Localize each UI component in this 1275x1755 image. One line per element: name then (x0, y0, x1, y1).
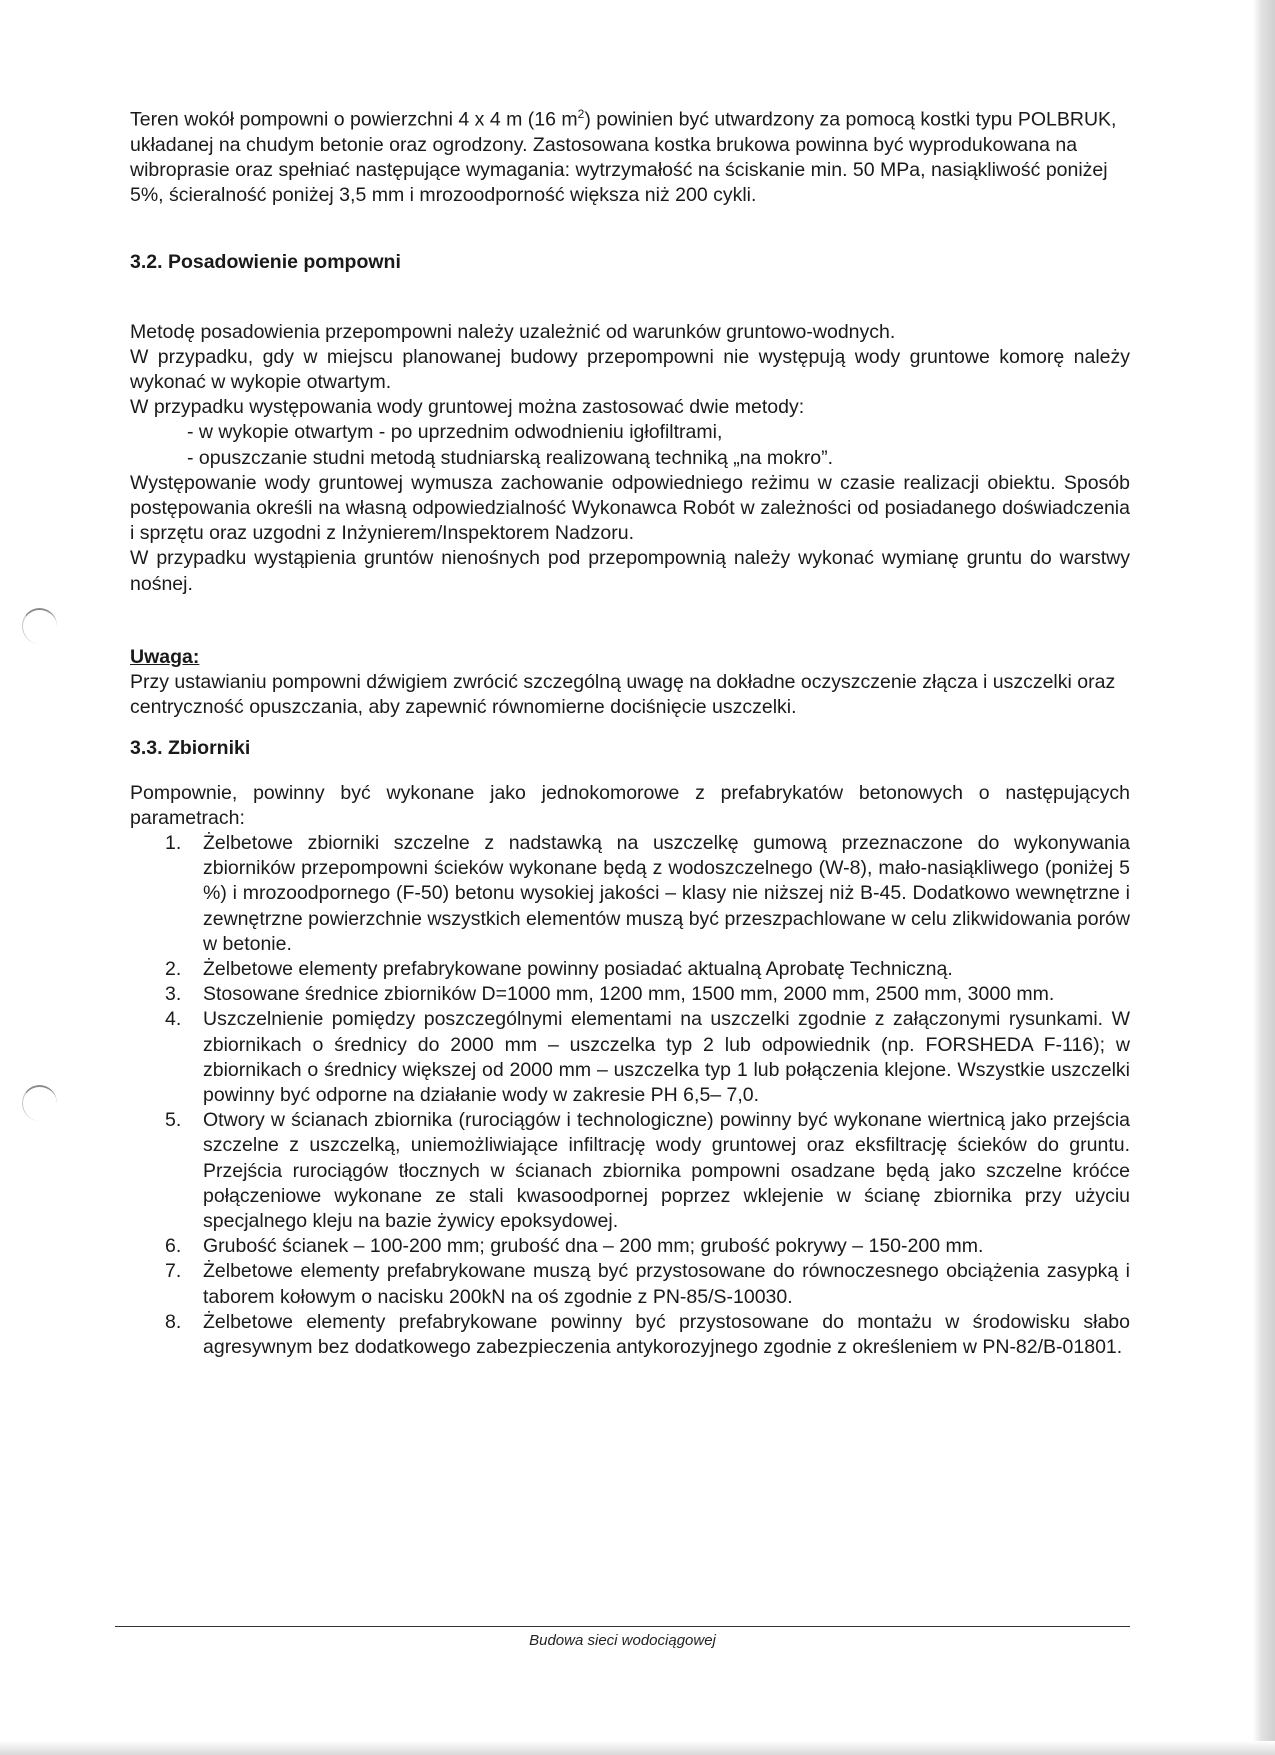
footer-title: Budowa sieci wodociągowej (529, 1632, 716, 1649)
paragraph: Pompownie, powinny być wykonane jako jednokomorowe z prefabrykatów betonowych o następujących parametrach: (130, 781, 1130, 829)
punch-hole-top (22, 608, 57, 644)
list-item: 2. Żelbetowe elementy prefabrykowane powinny posiadać aktualną Aprobatę Techniczną. (130, 957, 1130, 982)
paragraph: Metodę posadowienia przepompowni należy uzależnić od warunków gruntowo-wodnych. (130, 320, 896, 343)
list-item: 8. Żelbetowe elementy prefabrykowane powinny być przystosowane do montażu w środowisku słabo agresywnym bez dodatkowego zabezpieczenia antykorozyjnego zgodnie z określeniem w PN-82/B-01801. (165, 1310, 1130, 1359)
item-number: 4. (165, 1008, 182, 1031)
section-3-2-body (130, 320, 1130, 597)
paragraph: W przypadku, gdy w miejscu planowanej budowy przepompowni nie występują wody gruntowe komorę należy wykonać w wykopie otwartym. (130, 345, 1130, 393)
list-item: 3. Stosowane średnice zbiorników D=1000 mm, 1200 mm, 1500 mm, 2000 mm, 2500 mm, 3000 mm. (130, 982, 1130, 1007)
scan-edge-shadow (1253, 0, 1275, 1755)
scan-bottom-shadow (0, 1741, 1275, 1755)
list-item: 7. Żelbetowe elementy prefabrykowane muszą być przystosowane do równoczesnego obciążenia zasypką i taborem kołowym o nacisku 200kN na oś zgodnie z PN-85/S-10030. (165, 1260, 1130, 1308)
note-title: Uwaga: (130, 645, 200, 668)
section-heading-3-3: 3.3. Zbiorniki (130, 737, 251, 760)
list-item: - opuszczanie studni metodą studniarską realizowaną techniką „na mokro”. (187, 446, 833, 469)
section-3-3-body (130, 781, 1130, 1361)
paragraph: W przypadku wystąpienia gruntów nienośnych pod przepompownią należy wykonać wymianę gruntu do warstwy nośnej. (130, 547, 1130, 595)
paragraph: W przypadku występowania wody gruntowej można zastosować dwie metody: (130, 396, 805, 419)
document-body (130, 100, 1130, 1360)
item-number: 7. (165, 1260, 182, 1283)
list-item: 4. Uszczelnienie pomiędzy poszczególnymi elementami na uszczelki zgodnie z załączonymi rysunkami. W zbiornikach o średnicy do 2000 mm – uszczelka typ 2 lub odpowiednik (np. FORSHEDA F-116); w zbiornikach o średnicy większej od 2000 mm – uszczelka typ 1 lub połączenia klejone. Wszystkie uszczelki powinny być odporne na działanie wody w zakresie PH 6,5– 7,0. (165, 1008, 1130, 1106)
punch-hole-bottom (22, 1085, 57, 1121)
note-text: Przy ustawianiu pompowni dźwigiem zwrócić szczególną uwagę na dokładne oczyszczenie złącza i uszczelki oraz centryczność opuszczania, aby zapewnić równomierne dociśnięcie uszczelki. (130, 670, 1116, 719)
section-heading-3-2: 3.2. Posadowienie pompowni (130, 251, 401, 274)
list-item: - w wykopie otwartym - po uprzednim odwodnieniu igłofiltrami, (187, 421, 723, 444)
methods-list (130, 420, 1130, 470)
superscript: 2 (577, 107, 585, 121)
list-item: 1. Żelbetowe zbiorniki szczelne z nadstawką na uszczelkę gumową przeznaczone do wykonywania zbiorników przepompowni ścieków wykonane będą z wodoszczelnego (W-8), mało-nasiąkliwego (poniżej 5 %) i mrozoodpornego (F-50) betonu wysokiej jakości – klasy nie niższej niż B-45. Dodatkowo wewnętrzne i zewnętrzne powierzchnie wszystkich elementów muszą być przeszpachlowane w celu zlikwidowania porów w betonie. (165, 831, 1130, 955)
item-number: 3. (165, 983, 182, 1006)
item-number: 8. (165, 1310, 182, 1333)
paragraph: Występowanie wody gruntowej wymusza zachowanie odpowiedniego reżimu w czasie realizacji obiektu. Sposób postępowania określi na własną odpowiedzialność Wykonawca Robót w zależności od posiadanego doświadczenia i sprzętu oraz uzgodni z Inżynierem/Inspektorem Nadzoru. (130, 471, 1130, 545)
list-item: 6. Grubość ścianek – 100-200 mm; grubość dna – 200 mm; grubość pokrywy – 150-200 mm. (130, 1234, 1130, 1259)
intro-paragraph: Teren wokół pompowni o powierzchni 4 x 4 m (16 $m^2$) powinien być utwardzony za pomocą kostki typu POLBRUK, układanej na chudym betonie oraz ogrodzony. Zastosowana kostka brukowa powinna być wyprodukowana na wibroprasie oraz spełniać następujące wymagania: wytrzymałość na ściskanie min. 50 MPa, nasiąkliwość poniżej 5%, ścieralność poniżej 3,5 mm i mrozoodporność większa niż 200 cykli. (130, 107, 1117, 207)
item-number: 1. (165, 831, 182, 854)
item-number: 6. (165, 1235, 182, 1258)
list-item: 5. Otwory w ścianach zbiornika (rurociągów i technologiczne) powinny być wykonane wiertnicą jako przejścia szczelne z uszczelką, uniemożliwiające infiltrację wody gruntowej oraz eksfiltrację ścieków do gruntu. Przejścia rurociągów tłocznych w ścianach zbiornika pompowni osadzane będą jako szczelne króćce połączeniowe wykonane ze stali kwasoodpornej poprzez wklejenie w ścianę zbiornika przy użyciu specjalnego kleju na bazie żywicy epoksydowej. (165, 1109, 1130, 1233)
note-block (130, 645, 1130, 721)
parameters-list (130, 831, 1130, 1360)
item-number: 2. (165, 957, 182, 980)
item-number: 5. (165, 1109, 182, 1132)
footer-rule (115, 1626, 1130, 1627)
